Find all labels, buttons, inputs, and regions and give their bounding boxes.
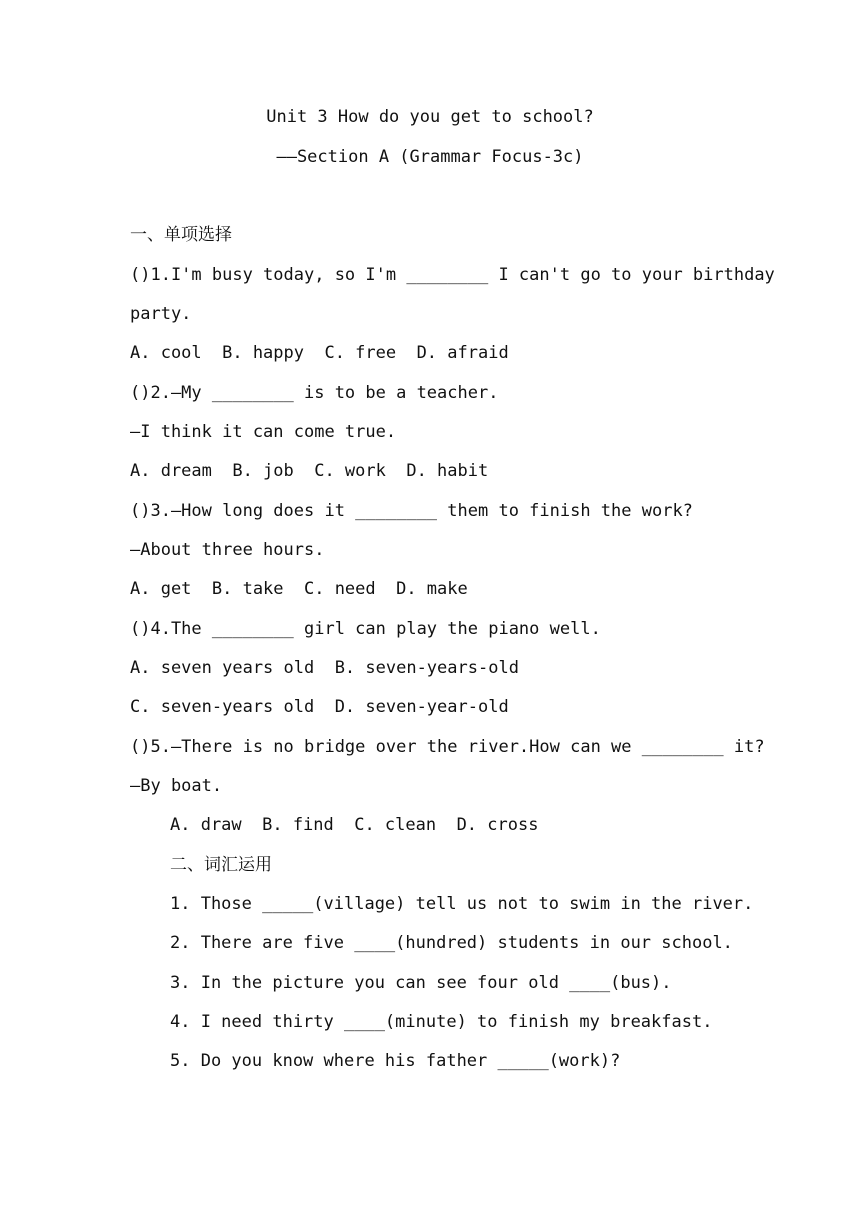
question-3-stem: ()3.—How long does it ________ them to finish the work? xyxy=(130,501,693,521)
question-5-reply: —By boat. xyxy=(130,776,223,796)
question-1-stem-continued: party. xyxy=(130,304,192,324)
question-5-options: A. draw B. find C. clean D. cross xyxy=(170,815,539,835)
page-subtitle: ——Section A (Grammar Focus-3c) xyxy=(276,147,584,167)
vocab-item-5: 5. Do you know where his father _____(work)? xyxy=(170,1051,621,1071)
vocab-item-4: 4. I need thirty ____(minute) to finish my breakfast. xyxy=(170,1012,713,1032)
vocab-item-2: 2. There are five ____(hundred) students in our school. xyxy=(170,933,733,953)
page-title: Unit 3 How do you get to school? xyxy=(266,107,594,127)
section-heading-multiple-choice: 一、单项选择 xyxy=(130,225,232,245)
section-heading-vocabulary: 二、词汇运用 xyxy=(170,855,272,875)
question-4-options-line-2: C. seven-years old D. seven-year-old xyxy=(130,697,509,717)
question-3-options: A. get B. take C. need D. make xyxy=(130,579,468,599)
vocab-item-3: 3. In the picture you can see four old ____(bus). xyxy=(170,973,672,993)
question-4-options-line-1: A. seven years old B. seven-years-old xyxy=(130,658,519,678)
question-1-stem: ()1.I'm busy today, so I'm ________ I can't go to your birthday xyxy=(130,265,775,285)
question-5-stem: ()5.—There is no bridge over the river.How can we ________ it? xyxy=(130,737,765,757)
question-1-options: A. cool B. happy C. free D. afraid xyxy=(130,343,509,363)
vocab-item-1: 1. Those _____(village) tell us not to swim in the river. xyxy=(170,894,754,914)
question-3-reply: —About three hours. xyxy=(130,540,325,560)
question-2-stem: ()2.—My ________ is to be a teacher. xyxy=(130,383,499,403)
question-2-options: A. dream B. job C. work D. habit xyxy=(130,461,489,481)
question-4-stem: ()4.The ________ girl can play the piano well. xyxy=(130,619,601,639)
question-2-reply: —I think it can come true. xyxy=(130,422,397,442)
